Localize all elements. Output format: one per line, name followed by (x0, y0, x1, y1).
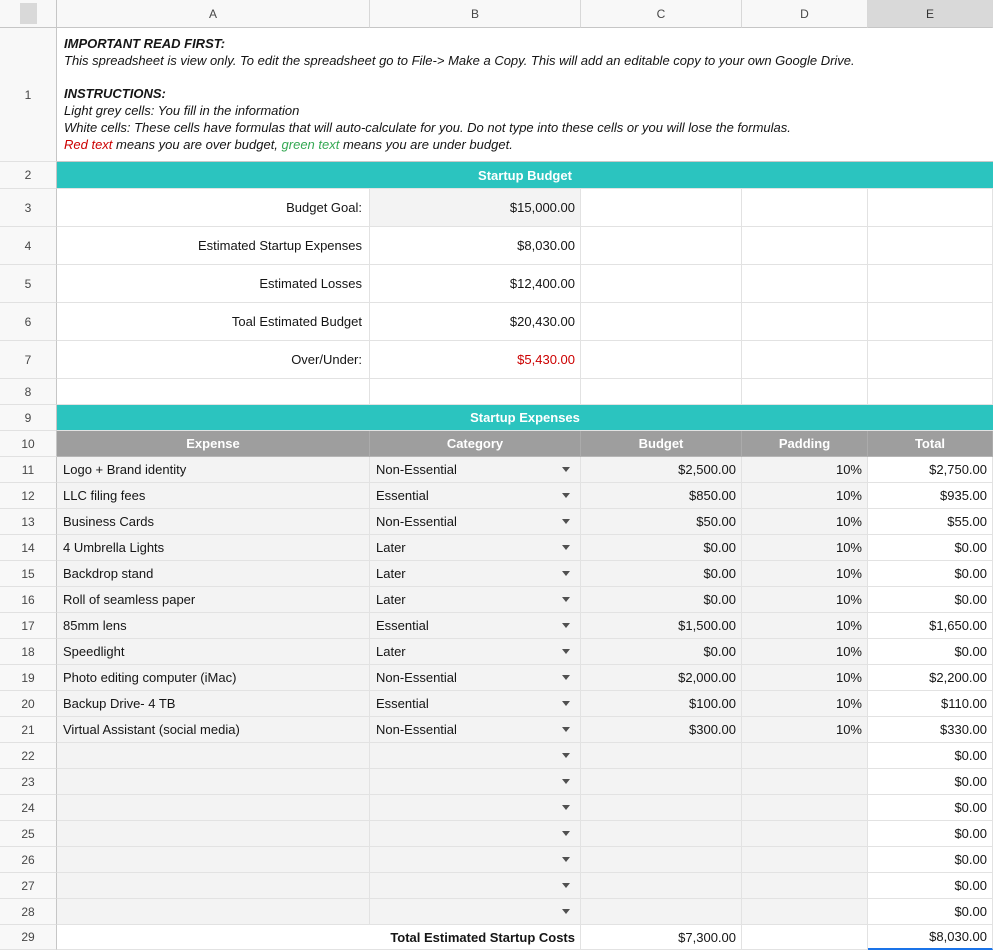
padding-cell[interactable]: 10% (742, 613, 868, 639)
startup-expenses-band-row (0, 405, 993, 431)
budget-cell[interactable]: $50.00 (581, 509, 742, 535)
total-cell[interactable]: $2,200.00 (868, 665, 993, 691)
total-cell[interactable]: $0.00 (868, 639, 993, 665)
expense-name-cell[interactable]: Photo editing computer (iMac) (57, 665, 370, 691)
table-row (0, 509, 993, 535)
dropdown-arrow-icon[interactable] (562, 727, 570, 732)
expense-name-cell[interactable]: Logo + Brand identity (57, 457, 370, 483)
table-row (0, 821, 993, 847)
dropdown-arrow-icon[interactable] (562, 753, 570, 758)
category-dropdown[interactable] (370, 509, 581, 535)
total-estimated-budget-value-cell[interactable]: $20,430.00 (370, 303, 581, 341)
summary-label-cell[interactable]: Toal Estimated Budget (57, 303, 370, 341)
row-header-24[interactable]: 24 (0, 795, 57, 821)
dropdown-arrow-icon[interactable] (562, 519, 570, 524)
category-dropdown[interactable] (370, 639, 581, 665)
row-header-20[interactable]: 20 (0, 691, 57, 717)
budget-cell[interactable] (581, 769, 742, 795)
column-header-b[interactable]: B (370, 0, 581, 28)
category-dropdown[interactable] (370, 821, 581, 847)
padding-cell[interactable]: 10% (742, 457, 868, 483)
row-header-7[interactable]: 7 (0, 341, 57, 379)
category-value: Non-Essential (376, 722, 457, 737)
empty-cell[interactable] (581, 303, 742, 341)
padding-cell[interactable]: 10% (742, 561, 868, 587)
dropdown-arrow-icon[interactable] (562, 675, 570, 680)
category-dropdown[interactable] (370, 535, 581, 561)
startup-budget-title[interactable]: Startup Budget (57, 162, 993, 189)
budget-column-header[interactable]: Budget (581, 431, 742, 457)
padding-cell[interactable]: 10% (742, 483, 868, 509)
budget-cell[interactable]: $1,500.00 (581, 613, 742, 639)
column-header-e[interactable]: E (868, 0, 993, 28)
dropdown-arrow-icon[interactable] (562, 597, 570, 602)
category-dropdown[interactable] (370, 613, 581, 639)
instructions-spacer (64, 69, 985, 85)
empty-cell[interactable] (868, 227, 993, 265)
budget-cell[interactable]: $2,000.00 (581, 665, 742, 691)
padding-cell[interactable] (742, 873, 868, 899)
table-row (0, 483, 993, 509)
category-dropdown[interactable] (370, 483, 581, 509)
total-cell[interactable]: $0.00 (868, 847, 993, 873)
table-row (0, 665, 993, 691)
expense-name-cell[interactable]: 4 Umbrella Lights (57, 535, 370, 561)
table-row (0, 457, 993, 483)
total-cell[interactable]: $0.00 (868, 821, 993, 847)
padding-cell[interactable] (742, 821, 868, 847)
summary-label-cell[interactable]: Budget Goal: (57, 189, 370, 227)
expense-name-cell[interactable] (57, 873, 370, 899)
startup-expenses-title[interactable]: Startup Expenses (57, 405, 993, 431)
empty-cell[interactable] (581, 341, 742, 379)
summary-row (0, 303, 993, 341)
row-header-15[interactable]: 15 (0, 561, 57, 587)
padding-cell[interactable] (742, 743, 868, 769)
row-header-29[interactable]: 29 (0, 925, 57, 950)
category-dropdown[interactable] (370, 873, 581, 899)
table-row (0, 795, 993, 821)
row-header-5[interactable]: 5 (0, 265, 57, 303)
expense-name-cell[interactable]: Roll of seamless paper (57, 587, 370, 613)
expense-name-cell[interactable]: Virtual Assistant (social media) (57, 717, 370, 743)
instructions-heading-1: IMPORTANT READ FIRST: (64, 36, 226, 51)
category-value: Non-Essential (376, 514, 457, 529)
total-cell[interactable]: $0.00 (868, 769, 993, 795)
row-header-26[interactable]: 26 (0, 847, 57, 873)
instructions-line-3: White cells: These cells have formulas that will auto-calculate for you. Do not type into these cells or you will lose the formulas. (64, 120, 791, 135)
budget-goal-value-cell[interactable]: $15,000.00 (370, 189, 581, 227)
category-dropdown[interactable] (370, 457, 581, 483)
empty-row (0, 379, 993, 405)
empty-cell[interactable] (742, 925, 868, 950)
row-header-22[interactable]: 22 (0, 743, 57, 769)
budget-cell[interactable] (581, 743, 742, 769)
row-header-11[interactable]: 11 (0, 457, 57, 483)
total-cell[interactable]: $0.00 (868, 873, 993, 899)
instructions-line-1: This spreadsheet is view only. To edit the spreadsheet go to File-> Make a Copy. This will add an editable copy to your own Google Drive. (64, 53, 855, 68)
empty-cell[interactable] (868, 265, 993, 303)
table-row (0, 561, 993, 587)
row-header-1[interactable]: 1 (0, 28, 57, 162)
category-dropdown[interactable] (370, 769, 581, 795)
category-dropdown[interactable] (370, 899, 581, 925)
dropdown-arrow-icon[interactable] (562, 909, 570, 914)
expense-name-cell[interactable] (57, 769, 370, 795)
table-row (0, 535, 993, 561)
padding-cell[interactable]: 10% (742, 587, 868, 613)
empty-cell[interactable] (742, 265, 868, 303)
select-all-corner[interactable] (0, 0, 57, 28)
budget-cell[interactable]: $300.00 (581, 717, 742, 743)
row-header-23[interactable]: 23 (0, 769, 57, 795)
total-cell[interactable]: $110.00 (868, 691, 993, 717)
dropdown-arrow-icon[interactable] (562, 701, 570, 706)
estimated-expenses-value-cell[interactable]: $8,030.00 (370, 227, 581, 265)
padding-cell[interactable]: 10% (742, 639, 868, 665)
red-text-rest: means you are over budget, (112, 137, 282, 152)
budget-cell[interactable] (581, 821, 742, 847)
total-cell[interactable]: $935.00 (868, 483, 993, 509)
table-row (0, 873, 993, 899)
dropdown-arrow-icon[interactable] (562, 545, 570, 550)
row-header-18[interactable]: 18 (0, 639, 57, 665)
instructions-row (0, 28, 993, 162)
expense-name-cell[interactable]: Backup Drive- 4 TB (57, 691, 370, 717)
category-value: Later (376, 592, 406, 607)
dropdown-arrow-icon[interactable] (562, 857, 570, 862)
summary-row (0, 265, 993, 303)
instructions-line-2: Light grey cells: You fill in the information (64, 103, 300, 118)
row-header-2[interactable]: 2 (0, 162, 57, 189)
category-value: Later (376, 540, 406, 555)
padding-cell[interactable]: 10% (742, 717, 868, 743)
budget-cell[interactable]: $100.00 (581, 691, 742, 717)
empty-cell[interactable] (742, 189, 868, 227)
category-dropdown[interactable] (370, 847, 581, 873)
row-header-9[interactable]: 9 (0, 405, 57, 431)
total-cell[interactable]: $0.00 (868, 743, 993, 769)
category-value: Later (376, 566, 406, 581)
category-value: Non-Essential (376, 670, 457, 685)
row-header-27[interactable]: 27 (0, 873, 57, 899)
budget-cell[interactable]: $0.00 (581, 639, 742, 665)
empty-cell[interactable] (581, 227, 742, 265)
grand-total-cell[interactable]: $8,030.00 (868, 925, 993, 950)
expense-name-cell[interactable] (57, 821, 370, 847)
empty-cell[interactable] (742, 227, 868, 265)
row-header-4[interactable]: 4 (0, 227, 57, 265)
instructions-cell[interactable] (57, 28, 993, 162)
budget-cell[interactable]: $0.00 (581, 535, 742, 561)
row-header-10[interactable]: 10 (0, 431, 57, 457)
padding-cell[interactable] (742, 899, 868, 925)
category-dropdown[interactable] (370, 587, 581, 613)
expense-name-cell[interactable] (57, 743, 370, 769)
budget-cell[interactable] (581, 847, 742, 873)
row-header-19[interactable]: 19 (0, 665, 57, 691)
row-header-16[interactable]: 16 (0, 587, 57, 613)
expense-name-cell[interactable] (57, 847, 370, 873)
startup-budget-band-row (0, 162, 993, 189)
expense-name-cell[interactable]: Speedlight (57, 639, 370, 665)
expense-table-header-row (0, 431, 993, 457)
empty-cell[interactable] (57, 379, 370, 405)
column-header-a[interactable]: A (57, 0, 370, 28)
total-cell[interactable]: $1,650.00 (868, 613, 993, 639)
category-dropdown[interactable] (370, 717, 581, 743)
dropdown-arrow-icon[interactable] (562, 493, 570, 498)
total-cell[interactable]: $0.00 (868, 795, 993, 821)
row-header-3[interactable]: 3 (0, 189, 57, 227)
total-cell[interactable]: $0.00 (868, 587, 993, 613)
padding-cell[interactable]: 10% (742, 509, 868, 535)
padding-cell[interactable]: 10% (742, 691, 868, 717)
row-header-8[interactable]: 8 (0, 379, 57, 405)
row-header-28[interactable]: 28 (0, 899, 57, 925)
expense-name-cell[interactable]: 85mm lens (57, 613, 370, 639)
budget-cell[interactable] (581, 873, 742, 899)
table-row (0, 613, 993, 639)
row-header-25[interactable]: 25 (0, 821, 57, 847)
category-value: Essential (376, 488, 429, 503)
table-row (0, 639, 993, 665)
row-header-21[interactable]: 21 (0, 717, 57, 743)
summary-label-cell[interactable]: Estimated Startup Expenses (57, 227, 370, 265)
empty-cell[interactable] (742, 303, 868, 341)
empty-cell[interactable] (370, 379, 581, 405)
empty-cell[interactable] (868, 379, 993, 405)
empty-cell[interactable] (742, 341, 868, 379)
total-cell[interactable]: $0.00 (868, 535, 993, 561)
summary-row (0, 189, 993, 227)
summary-label-cell[interactable]: Over/Under: (57, 341, 370, 379)
over-under-value-cell[interactable]: $5,430.00 (370, 341, 581, 379)
category-dropdown[interactable] (370, 561, 581, 587)
table-row (0, 769, 993, 795)
row-header-14[interactable]: 14 (0, 535, 57, 561)
summary-row (0, 227, 993, 265)
column-header-c[interactable]: C (581, 0, 742, 28)
expense-name-cell[interactable]: Business Cards (57, 509, 370, 535)
empty-cell[interactable] (742, 379, 868, 405)
green-text-sample: green text (281, 137, 340, 152)
empty-cell[interactable] (581, 265, 742, 303)
total-cell[interactable]: $0.00 (868, 899, 993, 925)
padding-cell[interactable] (742, 847, 868, 873)
table-row (0, 743, 993, 769)
column-header-d[interactable]: D (742, 0, 868, 28)
estimated-losses-value-cell[interactable]: $12,400.00 (370, 265, 581, 303)
budget-cell[interactable]: $0.00 (581, 561, 742, 587)
dropdown-arrow-icon[interactable] (562, 831, 570, 836)
dropdown-arrow-icon[interactable] (562, 779, 570, 784)
category-value: Non-Essential (376, 462, 457, 477)
dropdown-arrow-icon[interactable] (562, 805, 570, 810)
row-header-6[interactable]: 6 (0, 303, 57, 341)
instructions-heading-2: INSTRUCTIONS: (64, 86, 166, 101)
empty-cell[interactable] (868, 303, 993, 341)
budget-cell[interactable]: $0.00 (581, 587, 742, 613)
padding-cell[interactable]: 10% (742, 665, 868, 691)
expense-name-cell[interactable]: Backdrop stand (57, 561, 370, 587)
budget-cell[interactable]: $850.00 (581, 483, 742, 509)
budget-cell[interactable] (581, 899, 742, 925)
green-text-rest: means you are under budget. (339, 137, 513, 152)
category-value: Later (376, 644, 406, 659)
expense-name-cell[interactable] (57, 899, 370, 925)
expense-column-header[interactable]: Expense (57, 431, 370, 457)
select-all-box-icon (20, 3, 37, 24)
category-value: Essential (376, 696, 429, 711)
total-startup-costs-label-cell[interactable]: Total Estimated Startup Costs (57, 925, 581, 950)
table-row (0, 691, 993, 717)
total-cell[interactable]: $2,750.00 (868, 457, 993, 483)
dropdown-arrow-icon[interactable] (562, 649, 570, 654)
row-header-17[interactable]: 17 (0, 613, 57, 639)
padding-cell[interactable] (742, 769, 868, 795)
budget-cell[interactable] (581, 795, 742, 821)
empty-cell[interactable] (581, 189, 742, 227)
total-cell[interactable]: $330.00 (868, 717, 993, 743)
row-header-13[interactable]: 13 (0, 509, 57, 535)
dropdown-arrow-icon[interactable] (562, 467, 570, 472)
total-cell[interactable]: $0.00 (868, 561, 993, 587)
instructions-line-4 (64, 136, 985, 153)
red-text-sample: Red text (64, 137, 113, 152)
dropdown-arrow-icon[interactable] (562, 571, 570, 576)
category-dropdown[interactable] (370, 691, 581, 717)
total-budget-cell[interactable]: $7,300.00 (581, 925, 742, 950)
category-value: Essential (376, 618, 429, 633)
expense-name-cell[interactable] (57, 795, 370, 821)
summary-label-cell[interactable]: Estimated Losses (57, 265, 370, 303)
category-dropdown[interactable] (370, 795, 581, 821)
category-column-header[interactable]: Category (370, 431, 581, 457)
category-dropdown[interactable] (370, 743, 581, 769)
padding-cell[interactable]: 10% (742, 535, 868, 561)
padding-cell[interactable] (742, 795, 868, 821)
empty-cell[interactable] (581, 379, 742, 405)
dropdown-arrow-icon[interactable] (562, 623, 570, 628)
table-row (0, 847, 993, 873)
table-row (0, 587, 993, 613)
table-row (0, 717, 993, 743)
total-column-header[interactable]: Total (868, 431, 993, 457)
empty-cell[interactable] (868, 189, 993, 227)
category-dropdown[interactable] (370, 665, 581, 691)
table-row (0, 899, 993, 925)
expense-name-cell[interactable]: LLC filing fees (57, 483, 370, 509)
totals-row (0, 925, 993, 950)
total-cell[interactable]: $55.00 (868, 509, 993, 535)
budget-cell[interactable]: $2,500.00 (581, 457, 742, 483)
dropdown-arrow-icon[interactable] (562, 883, 570, 888)
padding-column-header[interactable]: Padding (742, 431, 868, 457)
summary-row (0, 341, 993, 379)
column-header-row (0, 0, 993, 28)
row-header-12[interactable]: 12 (0, 483, 57, 509)
empty-cell[interactable] (868, 341, 993, 379)
